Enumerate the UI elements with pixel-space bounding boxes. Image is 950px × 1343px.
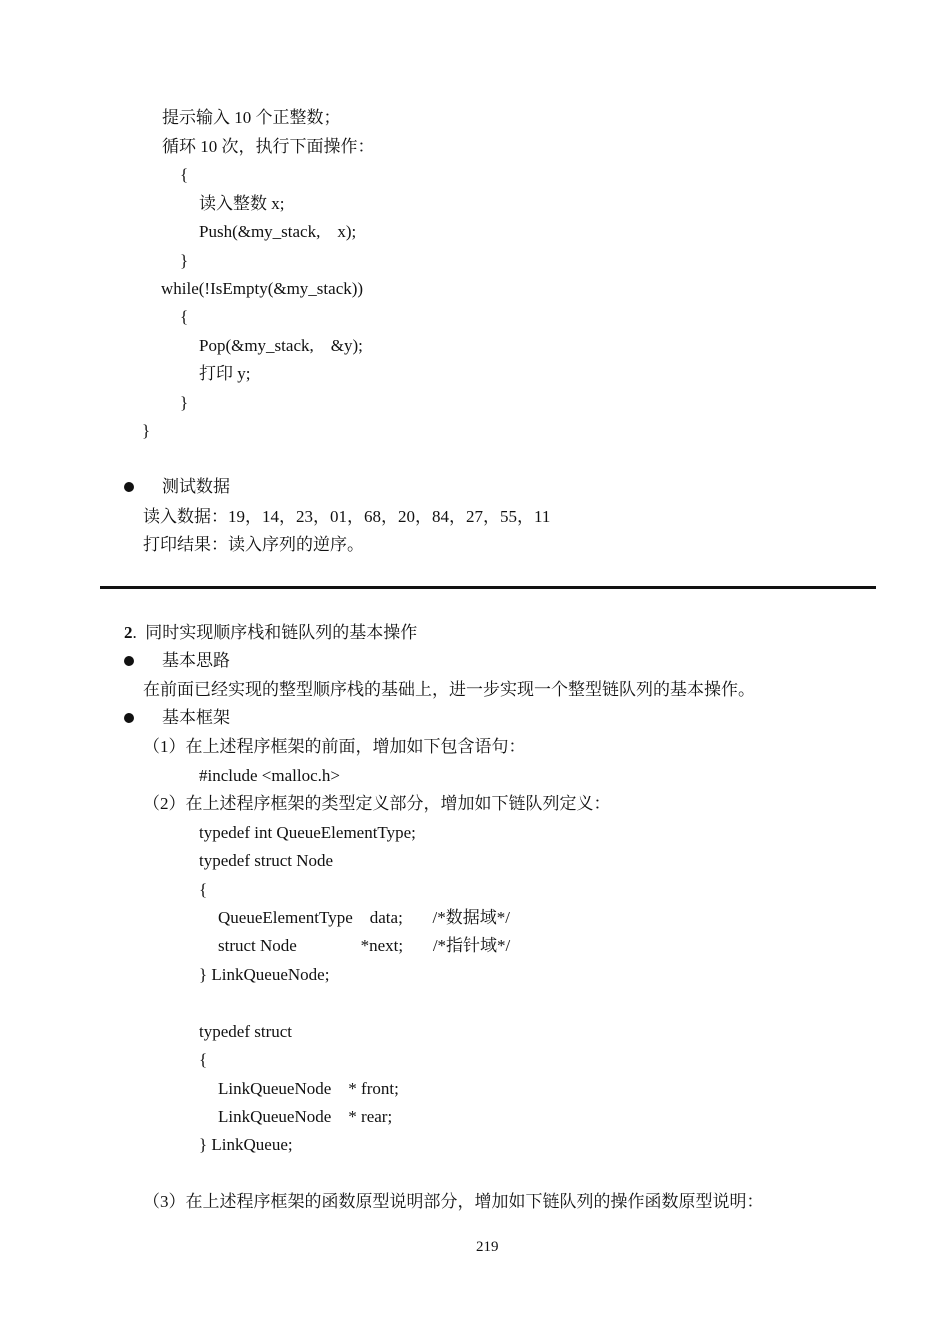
code-line: LinkQueueNode * rear; bbox=[218, 1107, 393, 1126]
code-line: 打印 y; bbox=[199, 364, 251, 383]
idea-heading: 基本思路 bbox=[162, 651, 230, 670]
section-number: 2 bbox=[124, 623, 133, 642]
bullet-icon bbox=[124, 656, 134, 666]
code-line: } LinkQueueNode; bbox=[199, 965, 330, 984]
bullet-icon bbox=[124, 482, 134, 492]
code-line: typedef struct bbox=[199, 1022, 292, 1041]
code-line: } bbox=[180, 393, 189, 412]
code-line: QueueElementType data; /*数据域*/ bbox=[218, 908, 510, 927]
code-line: Pop(&my_stack, &y); bbox=[199, 336, 363, 355]
code-line: 循环 10 次，执行下面操作： bbox=[162, 137, 375, 156]
step-2: （2）在上述程序框架的类型定义部分，增加如下链队列定义： bbox=[143, 794, 611, 813]
bullet-icon bbox=[124, 713, 134, 723]
test-output-line: 打印结果：读入序列的逆序。 bbox=[143, 535, 364, 554]
code-line: 提示输入 10 个正整数； bbox=[162, 108, 341, 127]
code-line: } LinkQueue; bbox=[199, 1135, 293, 1154]
code-line: { bbox=[180, 307, 189, 326]
section-title bbox=[124, 623, 417, 643]
section-divider bbox=[100, 586, 876, 589]
code-line: } bbox=[142, 421, 151, 440]
code-line: { bbox=[199, 880, 208, 899]
step-1: （1）在上述程序框架的前面，增加如下包含语句： bbox=[143, 737, 526, 756]
code-line: 读入整数 x; bbox=[199, 194, 285, 213]
code-line: Push(&my_stack, x); bbox=[199, 222, 357, 241]
code-line: LinkQueueNode * front; bbox=[218, 1079, 399, 1098]
code-line: typedef int QueueElementType; bbox=[199, 823, 416, 842]
step-3: （3）在上述程序框架的函数原型说明部分，增加如下链队列的操作函数原型说明： bbox=[143, 1192, 764, 1211]
code-line: } bbox=[180, 251, 189, 270]
page-number: 219 bbox=[476, 1239, 499, 1255]
code-line: { bbox=[180, 165, 189, 184]
section-title-text: . 同时实现顺序栈和链队列的基本操作 bbox=[132, 623, 418, 642]
code-line: struct Node *next; /*指针域*/ bbox=[218, 936, 511, 955]
code-line: typedef struct Node bbox=[199, 851, 334, 870]
code-line: while(!IsEmpty(&my_stack)) bbox=[161, 279, 364, 298]
include-line: #include <malloc.h> bbox=[199, 766, 340, 785]
code-line: { bbox=[199, 1050, 208, 1069]
test-heading: 测试数据 bbox=[162, 477, 230, 496]
test-input-line: 读入数据：19，14，23，01，68，20，84，27，55，11 bbox=[143, 507, 551, 526]
idea-text: 在前面已经实现的整型顺序栈的基础上，进一步实现一个整型链队列的基本操作。 bbox=[143, 680, 755, 699]
frame-heading: 基本框架 bbox=[162, 708, 230, 727]
